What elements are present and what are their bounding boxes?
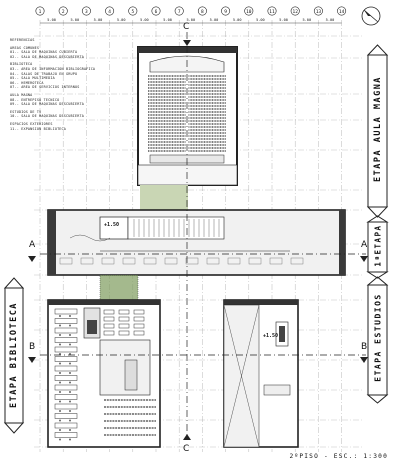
legend-item: 07.- AREA DE SERVICIOS INTERNOS	[10, 85, 80, 90]
section-label-a-right: A	[361, 240, 368, 250]
garden-patch	[140, 185, 188, 210]
section-label-b-right: B	[361, 342, 368, 352]
legend-heading: AULA MAGNA	[10, 92, 33, 97]
axis-spacing: 5.00	[93, 18, 103, 22]
axis-number: 9	[224, 10, 227, 15]
axis-spacing: 5.00	[116, 18, 126, 22]
axis-number: 5	[131, 10, 135, 15]
section-label-b-left: B	[29, 342, 36, 352]
biblioteca-block	[48, 300, 160, 447]
estudios-block	[224, 300, 298, 447]
axis-number: 2	[61, 10, 65, 15]
axis-spacing: 5.00	[209, 18, 219, 22]
axis-spacing: 5.00	[232, 18, 242, 22]
section-label-c-top: C	[183, 22, 190, 32]
axis-spacing: 5.00	[256, 18, 265, 22]
stage-label-biblioteca: ETAPA BIBLIOTECA	[9, 302, 19, 408]
legend-item: 03.- AREA DE INFORMACION BIBLIOGRAFICA	[10, 66, 96, 71]
aula-magna-block	[138, 47, 237, 185]
legend-item: 01.- SALA DE MAQUINAS CUBIERTA	[10, 50, 78, 55]
section-label-a-left: A	[29, 240, 36, 250]
stage-label-primera: 1ªETAPA	[373, 224, 383, 267]
axis-number: 11	[269, 10, 275, 15]
axis-number: 14	[338, 10, 345, 15]
axis-spacing: 5.00	[47, 18, 56, 22]
axis-spacing: 5.00	[186, 18, 196, 22]
level-mark-studios: +1.50	[263, 333, 279, 339]
axis-spacing: 5.00	[140, 18, 149, 22]
axis-number: 1	[38, 10, 42, 15]
scale-caption: 2ºPISO - ESC.: 1:300	[289, 453, 388, 460]
legend-heading: AREAS COMUNES	[10, 45, 40, 50]
axis-number: 13	[315, 10, 322, 15]
section-label-c-bottom: C	[183, 444, 190, 454]
legend-heading: BIBLIOTECA	[10, 62, 33, 67]
stage-label-aula-magna: ETAPA AULA MAGNA	[373, 76, 383, 182]
legend-item: 08.- ENTREPISO TECNICO	[10, 97, 60, 102]
legend-heading: ESPACIOS EXTERIORES	[10, 121, 53, 126]
axis-number: 7	[177, 10, 181, 15]
legend-item: 06.- HEMEROTECA	[10, 80, 44, 85]
axis-number: 3	[85, 10, 88, 15]
legend-item: 02.- SALA DE MAQUINAS DESCUBIERTA	[10, 54, 84, 59]
level-mark-corridor: +1.50	[104, 222, 120, 228]
axis-spacing: 5.00	[279, 18, 288, 22]
legend-item: 05.- SALA MULTIMEDIA	[10, 76, 55, 81]
axis-spacing: 5.00	[302, 18, 312, 22]
axis-number: 10	[246, 10, 252, 15]
stage-label-estudios: ETAPA ESTUDIOS	[373, 293, 383, 382]
legend-title: REFERENCIAS	[10, 38, 35, 42]
legend-item: 04.- SALAS DE TRABAJO EN GRUPO	[10, 71, 78, 76]
legend-item: 09.- SALA DE MAQUINAS DESCUBIERTA	[10, 102, 84, 107]
legend	[10, 38, 128, 131]
axis-spacing: 5.00	[325, 18, 335, 22]
axis-number: 12	[292, 10, 298, 15]
axis-number: 6	[154, 10, 158, 15]
legend-heading: ESTUDIOS DE TV	[10, 109, 42, 114]
legend-item: 10.- SALA DE MAQUINAS DESCUBIERTA	[10, 114, 84, 119]
axis-number: 4	[108, 10, 111, 15]
axis-spacing: 5.00	[163, 18, 172, 22]
axis-spacing: 5.00	[70, 18, 80, 22]
axis-labels	[36, 7, 346, 23]
corridor-block	[48, 210, 345, 275]
axis-number: 8	[201, 10, 204, 15]
legend-item: 11.- EXPANSION BIBLIOTECA	[10, 126, 67, 131]
north-arrow	[362, 7, 380, 25]
